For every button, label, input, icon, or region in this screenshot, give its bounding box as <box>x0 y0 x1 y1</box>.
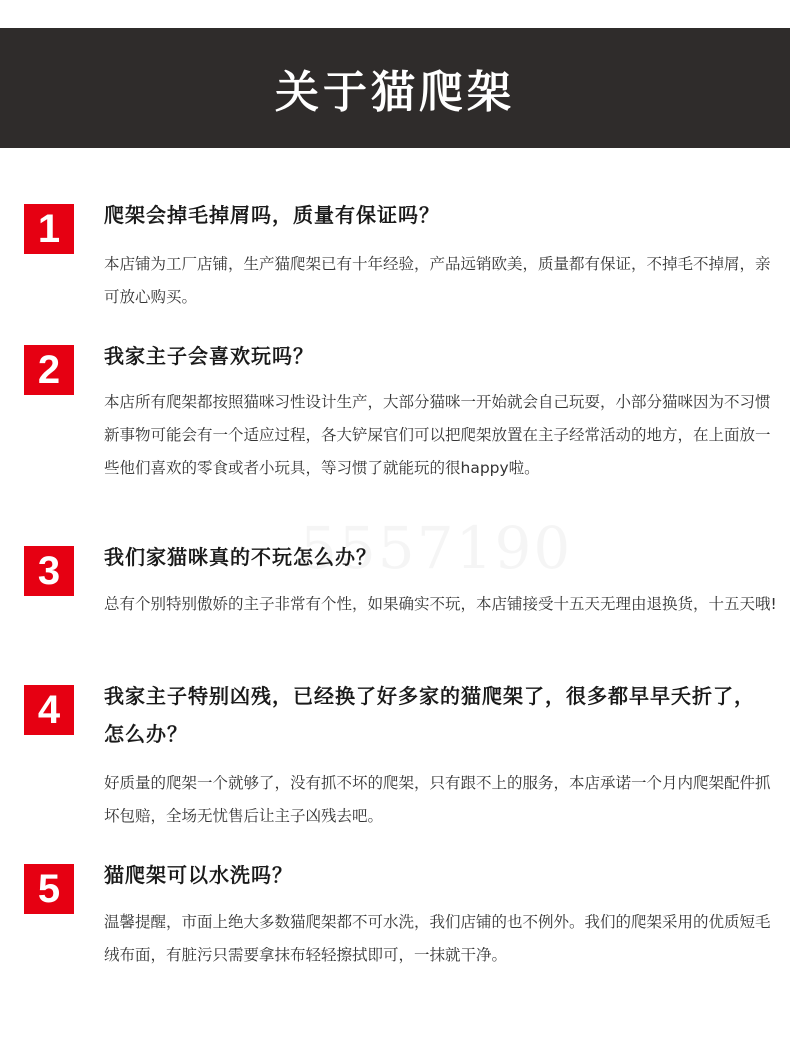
answer: 总有个别特别傲娇的主子非常有个性，如果确实不玩，本店铺接受十五天无理由退换货，十五天哦! <box>104 595 777 613</box>
number-badge: 1 <box>24 204 74 254</box>
number-badge: 2 <box>24 345 74 395</box>
answer: 温馨提醒，市面上绝大多数猫爬架都不可水洗，我们店铺的也不例外。我们的爬架采用的优质短毛绒布面，有脏污只需要拿抹布轻轻擦拭即可，一抹就干净。 <box>104 913 771 964</box>
page-header <box>0 28 790 148</box>
number-badge: 5 <box>24 864 74 914</box>
number-badge: 3 <box>24 546 74 596</box>
page-title: 关于猫爬架 <box>275 67 515 118</box>
question: 我家主子特别凶残，已经换了好多家的猫爬架了，很多都早早夭折了，怎么办？ <box>104 684 755 746</box>
question: 爬架会掉毛掉屑吗，质量有保证吗？ <box>104 203 440 227</box>
answer: 本店所有爬架都按照猫咪习性设计生产，大部分猫咪一开始就会自己玩耍，小部分猫咪因为不习惯新事物可能会有一个适应过程，各大铲屎官们可以把爬架放置在主子经常活动的地方，在上面放一些他们喜欢的零食或者小玩具，等习惯了就能玩的很happy啦。 <box>104 393 771 477</box>
question: 我家主子会喜欢玩吗？ <box>104 344 314 368</box>
question: 猫爬架可以水洗吗？ <box>104 863 293 887</box>
answer: 好质量的爬架一个就够了，没有抓不坏的爬架，只有跟不上的服务，本店承诺一个月内爬架配件抓坏包赔，全场无忧售后让主子凶残去吧。 <box>104 774 771 825</box>
number-badge: 4 <box>24 685 74 735</box>
answer: 本店铺为工厂店铺，生产猫爬架已有十年经验，产品远销欧美，质量都有保证，不掉毛不掉屑，亲可放心购买。 <box>104 255 771 306</box>
question: 我们家猫咪真的不玩怎么办？ <box>104 545 377 569</box>
